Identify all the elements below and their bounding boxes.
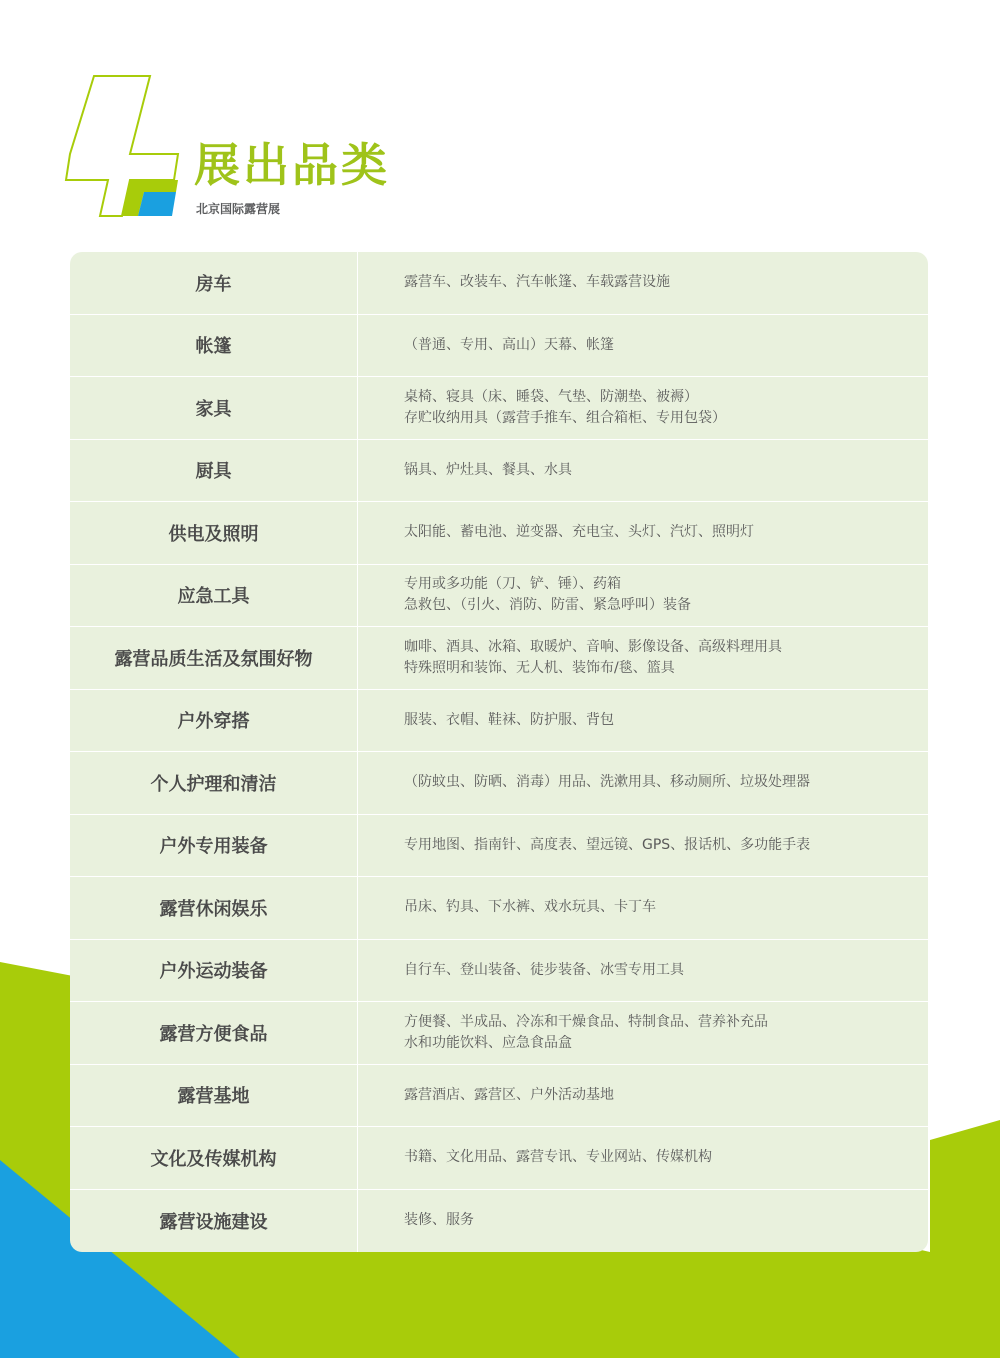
table-row (70, 1065, 928, 1128)
item-line: 桌椅、寝具（床、睡袋、气垫、防潮垫、被褥） (404, 388, 698, 405)
category-name: 帐篷 (70, 315, 358, 377)
category-name: 露营品质生活及氛围好物 (70, 627, 358, 689)
category-items (358, 377, 928, 439)
category-items (358, 815, 928, 877)
category-name: 露营基地 (70, 1065, 358, 1127)
table-row (70, 252, 928, 315)
category-items (358, 877, 928, 939)
table-row (70, 940, 928, 1003)
category-items (358, 1190, 928, 1253)
page-subtitle: 北京国际露营展 (196, 202, 281, 216)
item-line: 方便餐、半成品、冷冻和干燥食品、特制食品、营养补充品 (404, 1013, 768, 1030)
category-name: 露营方便食品 (70, 1002, 358, 1064)
category-name: 供电及照明 (70, 502, 358, 564)
table-row (70, 440, 928, 503)
category-items (358, 1065, 928, 1127)
category-name: 户外专用装备 (70, 815, 358, 877)
item-line: 装修、服务 (404, 1212, 474, 1229)
table-row (70, 502, 928, 565)
item-line: 特殊照明和装饰、无人机、装饰布/毯、篮具 (404, 659, 675, 676)
item-line: 自行车、登山装备、徒步装备、冰雪专用工具 (404, 961, 684, 978)
category-name: 应急工具 (70, 565, 358, 627)
item-line: （普通、专用、高山）天幕、帐篷 (404, 336, 614, 353)
category-items (358, 1002, 928, 1064)
item-line: 服装、衣帽、鞋袜、防护服、背包 (404, 711, 614, 728)
table-row (70, 627, 928, 690)
category-name: 户外运动装备 (70, 940, 358, 1002)
item-line: 吊床、钓具、下水裤、戏水玩具、卡丁车 (404, 899, 656, 916)
category-items (358, 940, 928, 1002)
category-name: 露营休闲娱乐 (70, 877, 358, 939)
green-corner-shape (930, 1120, 1000, 1270)
item-line: 急救包、（引火、消防、防雷、紧急呼叫）装备 (404, 597, 691, 614)
category-items (358, 502, 928, 564)
item-line: 太阳能、蓄电池、逆变器、充电宝、头灯、汽灯、照明灯 (404, 524, 754, 541)
table-row (70, 1190, 928, 1253)
table-row (70, 1127, 928, 1190)
category-items (358, 565, 928, 627)
table-row (70, 315, 928, 378)
table-row (70, 752, 928, 815)
category-items (358, 252, 928, 314)
category-items (358, 627, 928, 689)
item-line: 锅具、炉灶具、餐具、水具 (404, 461, 572, 478)
category-items (358, 440, 928, 502)
section-number-graphic (60, 70, 190, 220)
category-items (358, 1127, 928, 1189)
item-line: 存贮收纳用具（露营手推车、组合箱柜、专用包袋） (404, 409, 726, 426)
table-row (70, 377, 928, 440)
item-line: 书籍、文化用品、露营专讯、专业网站、传媒机构 (404, 1149, 712, 1166)
table-row (70, 690, 928, 753)
category-items (358, 752, 928, 814)
item-line: 露营车、改装车、汽车帐篷、车载露营设施 (404, 274, 670, 291)
number-four-accent-blue (138, 192, 176, 216)
section-header (60, 70, 560, 230)
item-line: （防蚊虫、防晒、消毒）用品、洗漱用具、移动厕所、垃圾处理器 (404, 774, 810, 791)
item-line: 水和功能饮料、应急食品盒 (404, 1034, 572, 1051)
table-row (70, 815, 928, 878)
item-line: 露营酒店、露营区、户外活动基地 (404, 1086, 614, 1103)
item-line: 咖啡、酒具、冰箱、取暖炉、音响、影像设备、高级料理用具 (404, 638, 782, 655)
table-row (70, 877, 928, 940)
item-line: 专用地图、指南针、高度表、望远镜、GPS、报话机、多功能手表 (404, 836, 811, 853)
category-items (358, 315, 928, 377)
table-row (70, 1002, 928, 1065)
category-name: 露营设施建设 (70, 1190, 358, 1253)
category-items (358, 690, 928, 752)
page-title: 展出品类 (194, 138, 390, 192)
table-row (70, 565, 928, 628)
item-line: 专用或多功能（刀、铲、锤）、药箱 (404, 576, 621, 593)
category-name: 家具 (70, 377, 358, 439)
category-name: 个人护理和清洁 (70, 752, 358, 814)
category-name: 户外穿搭 (70, 690, 358, 752)
category-name: 文化及传媒机构 (70, 1127, 358, 1189)
category-name: 房车 (70, 252, 358, 314)
category-table (70, 252, 928, 1252)
category-name: 厨具 (70, 440, 358, 502)
